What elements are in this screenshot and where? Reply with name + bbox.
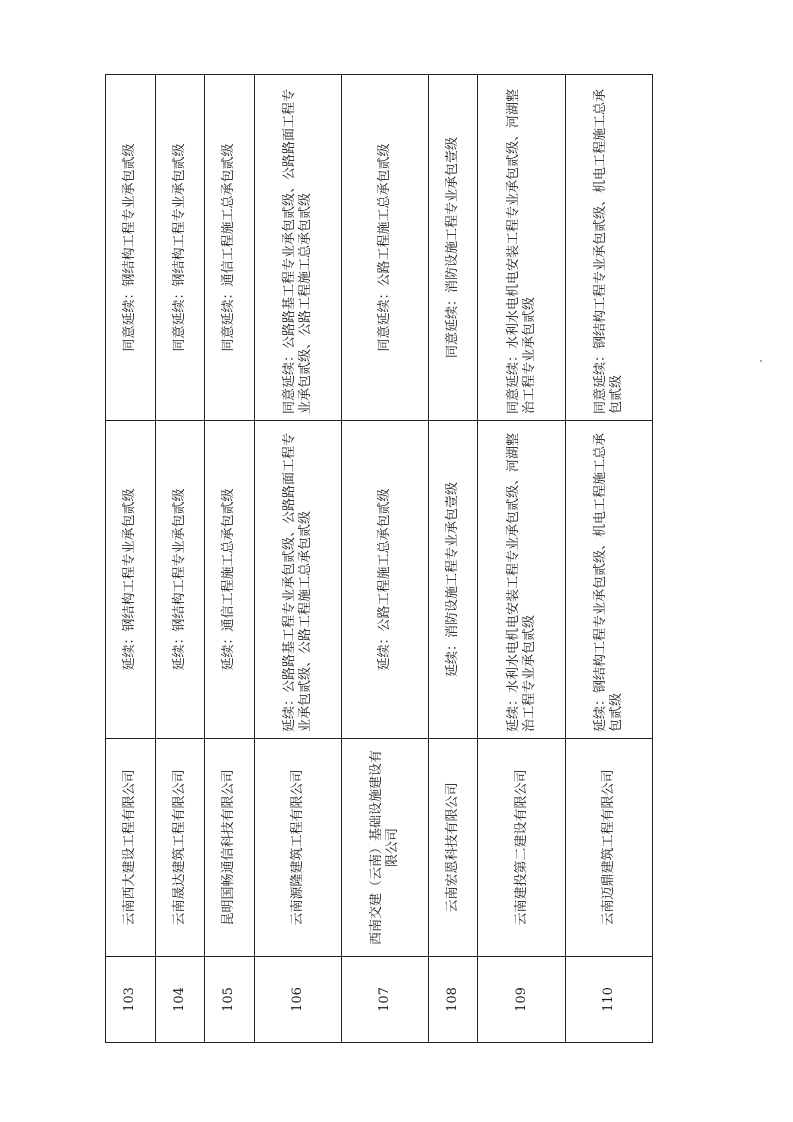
approval-result: 同意延续：钢结构工程专业承包贰级 <box>155 75 205 421</box>
company-name: 云南建投第二建设有限公司 <box>478 739 565 957</box>
table-row <box>341 75 428 1043</box>
table-row <box>155 75 205 1043</box>
extension-request: 延续：通信工程施工总承包贰级 <box>205 421 255 739</box>
row-number: 104 <box>155 957 205 1043</box>
extension-request: 延续：消防设施工程专业承包壹级 <box>428 421 478 739</box>
table-row <box>478 75 565 1043</box>
qualification-table-rotated <box>105 75 653 1043</box>
company-name: 云南晟达建筑工程有限公司 <box>155 739 205 957</box>
extension-request: 延续：公路工程施工总承包贰级 <box>341 421 428 739</box>
approval-result: 同意延续：钢结构工程专业承包贰级、机电工程施工总承包贰级 <box>565 75 652 421</box>
table-row <box>254 75 341 1043</box>
scan-speck <box>760 360 762 362</box>
company-name: 云南迈鼎建筑工程有限公司 <box>565 739 652 957</box>
approval-result: 同意延续：公路路基工程专业承包贰级、公路路面工程专业承包贰级、公路工程施工总承包贰级 <box>254 75 341 421</box>
approval-result: 同意延续：消防设施工程专业承包壹级 <box>428 75 478 421</box>
company-name: 西南交建（云南）基础设施建设有限公司 <box>341 739 428 957</box>
row-number: 109 <box>478 957 565 1043</box>
extension-request: 延续：钢结构工程专业承包贰级 <box>106 421 156 739</box>
qualification-table <box>105 74 653 1043</box>
row-number: 106 <box>254 957 341 1043</box>
row-number: 105 <box>205 957 255 1043</box>
table-row <box>565 75 652 1043</box>
row-number: 110 <box>565 957 652 1043</box>
table-row <box>205 75 255 1043</box>
row-number: 108 <box>428 957 478 1043</box>
approval-result: 同意延续：水利水电机电安装工程专业承包贰级、河湖整治工程专业承包贰级 <box>478 75 565 421</box>
extension-request: 延续：钢结构工程专业承包贰级 <box>155 421 205 739</box>
extension-request: 延续：公路路基工程专业承包贰级、公路路面工程专业承包贰级、公路工程施工总承包贰级 <box>254 421 341 739</box>
company-name: 云南宏恩科技有限公司 <box>428 739 478 957</box>
extension-request: 延续：水利水电机电安装工程专业承包贰级、河湖整治工程专业承包贰级 <box>478 421 565 739</box>
row-number: 103 <box>106 957 156 1043</box>
table-row <box>106 75 156 1043</box>
row-number: 107 <box>341 957 428 1043</box>
approval-result: 同意延续：公路工程施工总承包贰级 <box>341 75 428 421</box>
approval-result: 同意延续：通信工程施工总承包贰级 <box>205 75 255 421</box>
extension-request: 延续：钢结构工程专业承包贰级、机电工程施工总承包贰级 <box>565 421 652 739</box>
company-name: 云南源隆建筑工程有限公司 <box>254 739 341 957</box>
company-name: 昆明国畅通信科技有限公司 <box>205 739 255 957</box>
company-name: 云南西大建设工程有限公司 <box>106 739 156 957</box>
table-row <box>428 75 478 1043</box>
approval-result: 同意延续：钢结构工程专业承包贰级 <box>106 75 156 421</box>
